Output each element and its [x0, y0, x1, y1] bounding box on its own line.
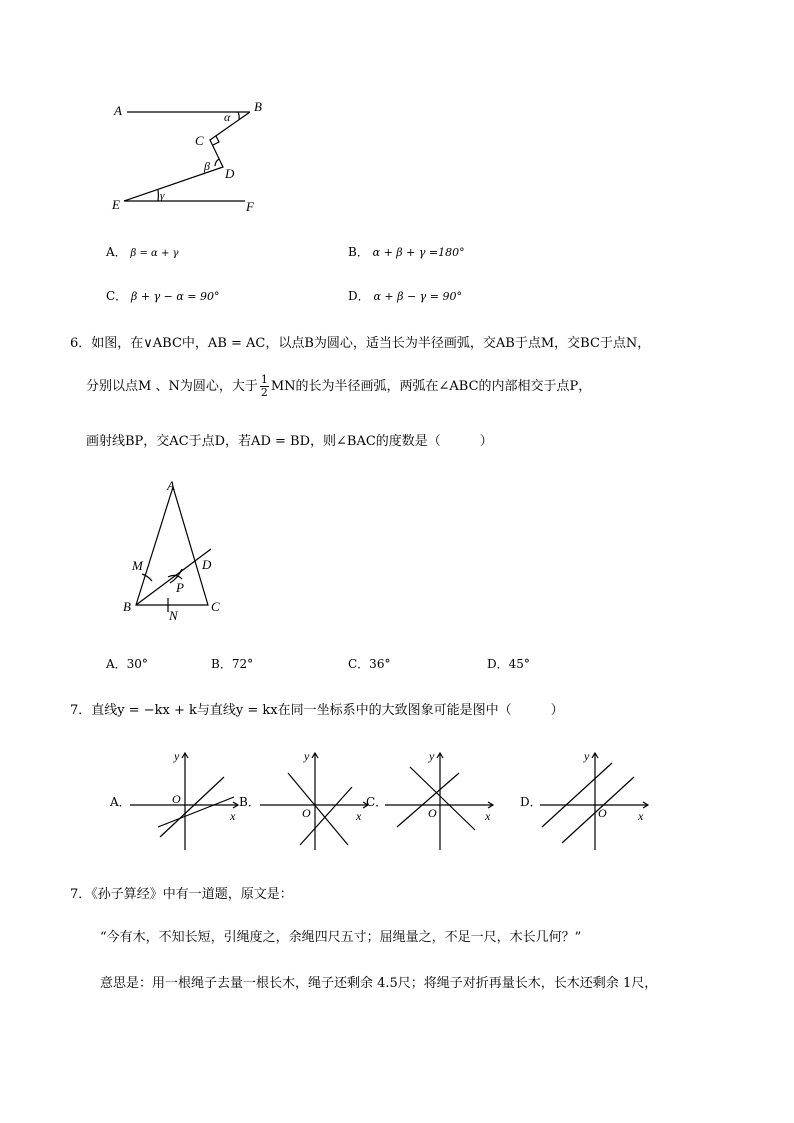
label-p: P	[176, 580, 184, 595]
graph-line-1	[288, 773, 348, 845]
label-a: A	[167, 478, 175, 493]
q6-figure	[118, 475, 233, 625]
q5-option-b[interactable]	[348, 243, 465, 260]
q7-graph-label-d[interactable]: D．	[520, 795, 542, 809]
q7-graph-a[interactable]	[130, 745, 245, 855]
label-gamma: γ	[160, 190, 165, 202]
q7-graph-label-c[interactable]: C．	[366, 795, 388, 809]
label-m: M	[132, 558, 143, 573]
q7-graph-b[interactable]	[260, 745, 375, 855]
fraction	[260, 374, 269, 399]
q7-line	[70, 699, 564, 718]
zigzag-bcde	[124, 112, 250, 201]
label-e: E	[112, 197, 120, 212]
q5-option-a[interactable]	[106, 243, 178, 260]
y-label: y	[174, 749, 180, 763]
q6-option-c[interactable]: C．36°	[348, 657, 391, 671]
q7-graph-c[interactable]	[385, 745, 500, 855]
q5-figure	[100, 95, 290, 220]
q6-line-2	[86, 374, 591, 399]
fraction-numerator: 1	[260, 373, 268, 386]
q5-option-d[interactable]	[348, 287, 462, 304]
label-b: B	[254, 99, 262, 114]
q6-option-a[interactable]: A．30°	[106, 657, 148, 671]
question-text: 如图，在∨ABC中，AB = AC，以点B为圆心，适当长为半径画弧，交AB于点M，交BC于点N，	[91, 336, 651, 351]
q8-quote: “今有木，不知长短，引绳度之，余绳四尺五寸；屈绳量之，不足一尺，木长几何？”	[100, 930, 582, 945]
question-text: 直线y = −kx + k与直线y = kx在同一坐标系中的大致图象可能是图中（ ）	[91, 703, 564, 718]
x-label: x	[485, 809, 491, 823]
label-f: F	[246, 199, 254, 214]
q7-graph-label-a[interactable]: A．	[110, 795, 131, 809]
origin-label: O	[598, 806, 607, 820]
q8-meaning: 意思是：用一根绳子去量一根长木，绳子还剩余 4.5尺；将绳子对折再量长木，长木还剩余 1尺，	[100, 976, 658, 991]
y-label: y	[584, 749, 590, 763]
option-text: α + β − γ = 90°	[373, 290, 462, 303]
origin-label: O	[302, 806, 311, 820]
option-text: α + β + γ =180°	[372, 246, 465, 259]
q6-option-d[interactable]: D．45°	[487, 657, 530, 671]
origin-label: O	[172, 792, 181, 806]
fraction-denominator: 2	[260, 386, 268, 399]
q7-graph-label-b[interactable]: B．	[239, 795, 260, 809]
label-a: A	[114, 103, 122, 118]
q6-line-1	[70, 332, 650, 351]
x-label: x	[356, 809, 362, 823]
q5-option-c[interactable]	[106, 287, 220, 304]
y-label: y	[304, 749, 310, 763]
option-letter: A．	[106, 245, 127, 259]
q6-option-b[interactable]: B．72°	[211, 657, 254, 671]
option-text: β = α + γ	[130, 248, 179, 259]
triangle-abc	[136, 487, 208, 605]
option-letter: D．	[348, 289, 370, 303]
option-letter: C．	[106, 289, 128, 303]
x-label: x	[638, 809, 644, 823]
q7-graph-d[interactable]	[540, 745, 655, 855]
label-c: C	[195, 133, 204, 148]
option-text: β + γ − α = 90°	[131, 290, 220, 303]
label-beta: β	[204, 159, 210, 173]
label-n: N	[169, 608, 178, 623]
question-number: 7．	[70, 887, 92, 902]
question-text: 画射线BP，交AC于点D，若AD = BD，则∠BAC的度数是（ ）	[86, 434, 493, 449]
angle-alpha-arc	[238, 112, 239, 119]
graph-line-2	[158, 797, 234, 827]
label-c: C	[211, 599, 220, 614]
q6-line-3	[86, 430, 493, 449]
question-text: 《孙子算经》中有一道题，原文是：	[91, 887, 293, 902]
label-d: D	[225, 166, 235, 181]
option-letter: B．	[348, 245, 369, 259]
question-text: 分别以点M 、N为圆心，大于	[86, 379, 258, 394]
origin-label: O	[428, 806, 437, 820]
question-text: MN的长为半径画弧，两弧在∠ABC的内部相交于点P，	[270, 379, 592, 394]
angle-beta-arc	[215, 159, 219, 166]
label-d: D	[202, 557, 212, 572]
graph-line-1	[410, 767, 475, 830]
label-alpha: α	[224, 110, 231, 124]
question-number: 7．	[70, 703, 92, 718]
label-b: B	[123, 599, 131, 614]
q8-title-line	[70, 883, 293, 902]
question-number: 6．	[70, 336, 92, 351]
y-label: y	[429, 749, 435, 763]
x-label: x	[230, 809, 236, 823]
graph-line-1	[160, 777, 224, 837]
